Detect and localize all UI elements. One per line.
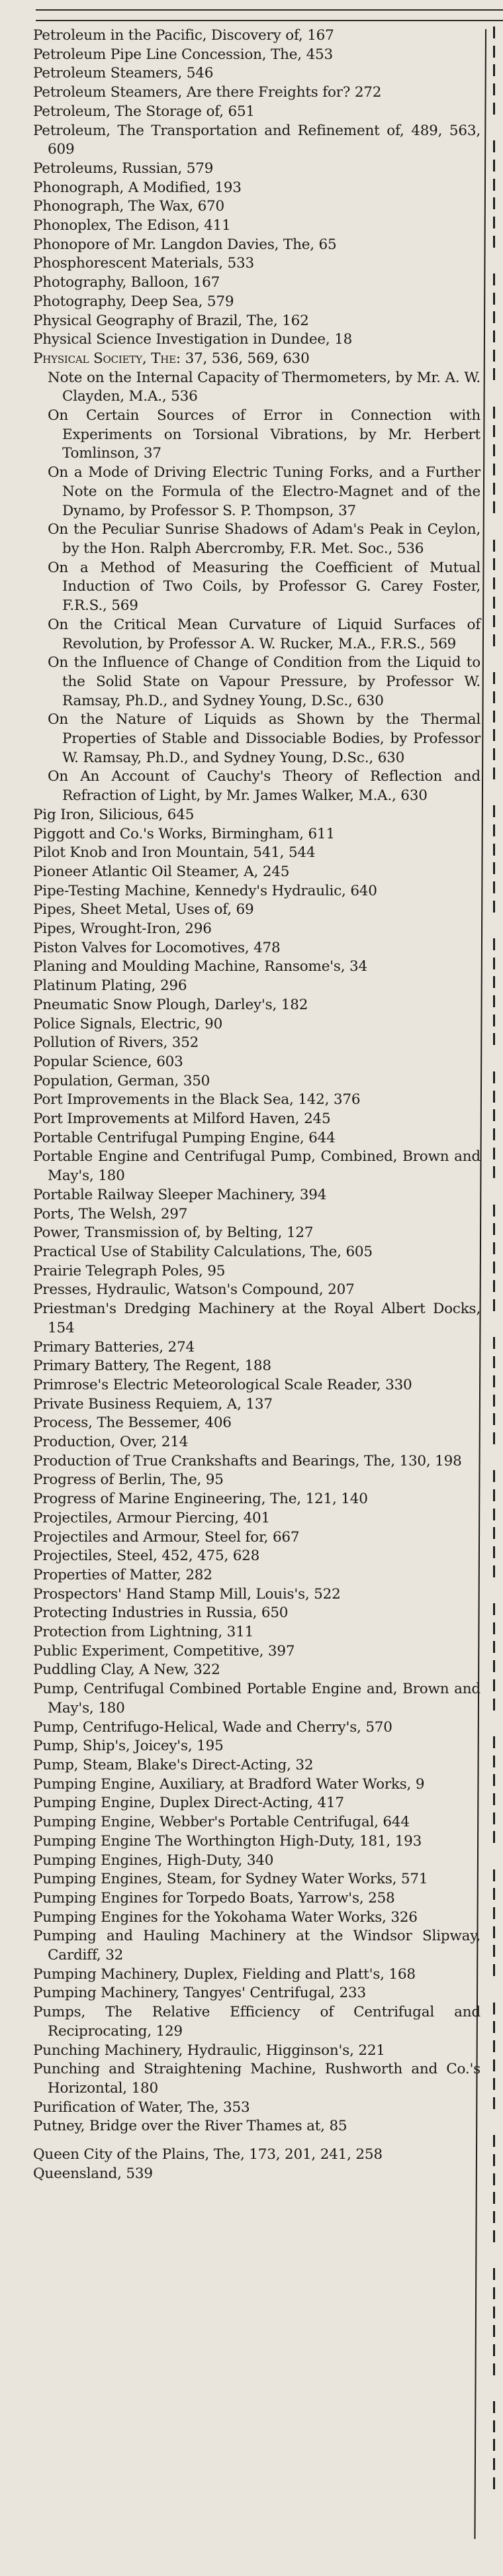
index-entry: Physical Geography of Brazil, The, 162 bbox=[33, 312, 309, 329]
cropped-glyph bbox=[493, 1869, 503, 1881]
cropped-glyph bbox=[493, 558, 503, 570]
index-entry: Phosphorescent Materials, 533 bbox=[33, 255, 254, 272]
cropped-glyph bbox=[493, 1280, 503, 1292]
cropped-glyph bbox=[493, 2211, 503, 2223]
cropped-glyph bbox=[493, 2363, 503, 2375]
cropped-glyph bbox=[493, 2021, 503, 2033]
cropped-glyph bbox=[493, 1356, 503, 1368]
cropped-glyph bbox=[493, 425, 503, 437]
top-rule-inner bbox=[36, 20, 503, 21]
index-entry: Pumps, The Relative Efficiency of Centrifugal and Reciprocating, 129 bbox=[33, 2004, 480, 2040]
society-paper: On An Account of Cauchy's Theory of Reflection and Refraction of Light, by Mr. James Walker, M.A., 630 bbox=[48, 768, 480, 805]
index-entry: Queen City of the Plains, The, 173, 201, 241, 258 bbox=[33, 2146, 383, 2163]
cropped-glyph bbox=[493, 938, 503, 950]
cropped-glyph bbox=[493, 1395, 503, 1407]
cropped-glyph bbox=[493, 919, 503, 931]
cropped-glyph bbox=[493, 862, 503, 874]
cropped-glyph bbox=[493, 1660, 503, 1672]
cropped-glyph bbox=[493, 1812, 503, 1824]
index-entry: Portable Centrifugal Pumping Engine, 644 bbox=[33, 1129, 336, 1146]
cropped-glyph bbox=[493, 1793, 503, 1805]
cropped-glyph bbox=[493, 311, 503, 323]
cropped-glyph bbox=[493, 1071, 503, 1083]
society-paper: Note on the Internal Capacity of Thermometers, by Mr. A. W. Clayden, M.A., 536 bbox=[48, 369, 480, 405]
index-q-entries bbox=[33, 2146, 480, 2183]
cropped-glyph bbox=[493, 691, 503, 703]
cropped-glyph bbox=[493, 1015, 503, 1026]
index-entry: Process, The Bessemer, 406 bbox=[33, 1414, 232, 1432]
cropped-glyph bbox=[493, 1489, 503, 1501]
cropped-glyph bbox=[493, 1926, 503, 1938]
cropped-glyph bbox=[493, 1622, 503, 1634]
cropped-glyph bbox=[493, 407, 503, 419]
cropped-glyph bbox=[493, 958, 503, 969]
index-entry: Photography, Balloon, 167 bbox=[33, 274, 220, 291]
index-entry: Protecting Industries in Russia, 650 bbox=[33, 1605, 289, 1622]
index-entry: Petroleums, Russian, 579 bbox=[33, 160, 214, 177]
index-entry: Ports, The Welsh, 297 bbox=[33, 1205, 188, 1222]
index-entry: Phonopore of Mr. Langdon Davies, The, 65 bbox=[33, 236, 337, 253]
cropped-glyph bbox=[493, 2287, 503, 2299]
cropped-glyph bbox=[493, 881, 503, 893]
index-entry: Phonograph, A Modified, 193 bbox=[33, 179, 242, 196]
cropped-glyph bbox=[493, 2154, 503, 2166]
index-entry: Petroleum in the Pacific, Discovery of, 167 bbox=[33, 27, 334, 44]
cropped-glyph bbox=[493, 1736, 503, 1748]
cropped-glyph bbox=[493, 1128, 503, 1140]
cropped-glyph bbox=[493, 64, 503, 76]
index-entry: Pumping Engines, Steam, for Sydney Water Works, 571 bbox=[33, 1871, 428, 1888]
index-entry: Physical Science Investigation in Dundee, 18 bbox=[33, 331, 353, 348]
index-entry: Petroleum, The Storage of, 651 bbox=[33, 103, 255, 120]
index-entry: Private Business Requiem, A, 137 bbox=[33, 1395, 273, 1412]
cropped-glyph bbox=[493, 2097, 503, 2109]
society-paper: On the Critical Mean Curvature of Liquid Surfaces of Revolution, by Professor A. W. Rucker, M.A., F.R.S., 569 bbox=[48, 616, 480, 652]
cropped-glyph bbox=[493, 1205, 503, 1216]
cropped-glyph bbox=[493, 1679, 503, 1691]
index-entry: Putney, Bridge over the River Thames at, 85 bbox=[33, 2118, 347, 2135]
cropped-glyph bbox=[493, 293, 503, 305]
index-entry: Production, Over, 214 bbox=[33, 1434, 189, 1451]
index-entry: Pumping Engine, Auxiliary, at Bradford Water Works, 9 bbox=[33, 1775, 425, 1793]
index-entry: Presses, Hydraulic, Watson's Compound, 207 bbox=[33, 1281, 355, 1299]
cropped-glyph bbox=[493, 2420, 503, 2432]
cropped-glyph bbox=[493, 350, 503, 362]
cropped-glyph bbox=[493, 83, 503, 95]
index-entry: Pump, Steam, Blake's Direct-Acting, 32 bbox=[33, 1756, 314, 1773]
cropped-glyph bbox=[493, 464, 503, 475]
cropped-glyph bbox=[493, 787, 503, 799]
cropped-glyph bbox=[493, 387, 503, 399]
cropped-glyph bbox=[493, 597, 503, 609]
cropped-glyph bbox=[493, 540, 503, 552]
index-entry: Projectiles, Steel, 452, 475, 628 bbox=[33, 1548, 260, 1565]
cropped-glyph bbox=[493, 1699, 503, 1710]
index-entry: Petroleum Steamers, 546 bbox=[33, 65, 214, 82]
cropped-glyph bbox=[493, 805, 503, 817]
index-entry: Production of True Crankshafts and Bearings, The, 130, 198 bbox=[33, 1452, 462, 1469]
index-entry: Puddling Clay, A New, 322 bbox=[33, 1661, 220, 1679]
cropped-glyph bbox=[493, 1584, 503, 1596]
cropped-glyph bbox=[493, 1888, 503, 1900]
cropped-glyph bbox=[493, 1109, 503, 1121]
index-entry: Power, Transmission of, by Belting, 127 bbox=[33, 1224, 314, 1242]
cropped-glyph bbox=[493, 748, 503, 760]
society-paper: On a Mode of Driving Electric Tuning Forks, and a Further Note on the Formula of the Electro-Magnet and of the Dynamo, by Professor S. P. Thompson, 37 bbox=[48, 464, 480, 519]
index-entry: Projectiles, Armour Piercing, 401 bbox=[33, 1509, 271, 1526]
cropped-glyph bbox=[493, 1509, 503, 1520]
cropped-glyph bbox=[493, 1831, 503, 1843]
index-entry: Pumping Engine, Webber's Portable Centrifugal, 644 bbox=[33, 1814, 410, 1831]
index-entry: Progress of Marine Engineering, The, 121, 140 bbox=[33, 1491, 368, 1508]
cropped-glyph bbox=[493, 330, 503, 342]
cropped-glyph bbox=[493, 2439, 503, 2451]
index-entry: Practical Use of Stability Calculations, The, 605 bbox=[33, 1244, 373, 1260]
index-entry: Prospectors' Hand Stamp Mill, Louis's, 522 bbox=[33, 1585, 341, 1603]
cropped-glyph bbox=[493, 1527, 503, 1539]
index-entry: Phonograph, The Wax, 670 bbox=[33, 198, 225, 215]
cropped-glyph bbox=[493, 1565, 503, 1577]
index-entry: Port Improvements at Milford Haven, 245 bbox=[33, 1111, 331, 1128]
cropped-glyph bbox=[493, 995, 503, 1007]
cropped-glyph bbox=[493, 1546, 503, 1558]
cropped-glyph bbox=[493, 103, 503, 115]
cropped-glyph bbox=[493, 140, 503, 152]
index-entry: Pumping Engines for the Yokohama Water Works, 326 bbox=[33, 1908, 418, 1926]
physical-society-heading bbox=[33, 350, 480, 369]
cropped-glyph bbox=[493, 1603, 503, 1615]
society-paper: On the Nature of Liquids as Shown by the Thermal Properties of Stable and Dissociable Bodies, by Professor W. Ramsay, Ph.D., and Sydney Young, D.Sc., 630 bbox=[48, 711, 480, 766]
cropped-glyph bbox=[493, 615, 503, 627]
cropped-glyph bbox=[493, 976, 503, 988]
cropped-glyph bbox=[493, 577, 503, 589]
index-entry: Protection from Lightning, 311 bbox=[33, 1624, 254, 1641]
index-entry: Pipes, Sheet Metal, Uses of, 69 bbox=[33, 901, 254, 918]
index-entry: Projectiles and Armour, Steel for, 667 bbox=[33, 1528, 300, 1546]
cropped-glyph bbox=[493, 2268, 503, 2280]
index-entry: Pumping Engine The Worthington High-Duty, 181, 193 bbox=[33, 1832, 422, 1850]
index-entry: Petroleum Pipe Line Concession, The, 453 bbox=[33, 46, 334, 63]
cropped-glyph bbox=[493, 160, 503, 172]
cropped-glyph bbox=[493, 46, 503, 58]
cropped-glyph bbox=[493, 236, 503, 248]
cropped-glyph bbox=[493, 1242, 503, 1254]
cropped-glyph bbox=[493, 1850, 503, 1862]
index-entry: Population, German, 350 bbox=[33, 1072, 210, 1089]
index-column bbox=[33, 26, 480, 2183]
index-entry: Priestman's Dredging Machinery at the Royal Albert Docks, 154 bbox=[33, 1301, 480, 1336]
cropped-glyph bbox=[493, 1774, 503, 1786]
index-entry: Phonoplex, The Edison, 411 bbox=[33, 217, 231, 234]
cropped-glyph bbox=[493, 1945, 503, 1957]
cropped-glyph bbox=[493, 273, 503, 285]
index-entry: Pollution of Rivers, 352 bbox=[33, 1034, 199, 1052]
index-entry: Progress of Berlin, The, 95 bbox=[33, 1471, 224, 1489]
cropped-glyph bbox=[493, 1166, 503, 1178]
index-entry: Pilot Knob and Iron Mountain, 541, 544 bbox=[33, 844, 316, 862]
next-column-edge bbox=[493, 26, 503, 2496]
index-entry: Public Experiment, Competitive, 397 bbox=[33, 1642, 295, 1660]
index-entry: Prairie Telegraph Poles, 95 bbox=[33, 1262, 226, 1279]
cropped-glyph bbox=[493, 2059, 503, 2071]
cropped-glyph bbox=[493, 2325, 503, 2337]
cropped-glyph bbox=[493, 1641, 503, 1653]
cropped-glyph bbox=[493, 1756, 503, 1767]
index-entry: Platinum Plating, 296 bbox=[33, 977, 187, 995]
index-entry: Pumping Engines, High-Duty, 340 bbox=[33, 1852, 274, 1869]
index-entry: Pipe-Testing Machine, Kennedy's Hydraulic, 640 bbox=[33, 882, 377, 899]
cropped-glyph bbox=[493, 1148, 503, 1160]
cropped-glyph bbox=[493, 2003, 503, 2014]
index-entry: Punching Machinery, Hydraulic, Higginson's, 221 bbox=[33, 2042, 385, 2059]
index-entry: Popular Science, 603 bbox=[33, 1053, 183, 1070]
cropped-glyph bbox=[493, 2477, 503, 2489]
cropped-glyph bbox=[493, 254, 503, 266]
index-entry: Pioneer Atlantic Oil Steamer, A, 245 bbox=[33, 863, 290, 880]
physical-society-pages: : 37, 536, 569, 630 bbox=[175, 350, 310, 367]
index-entry: Pig Iron, Silicious, 645 bbox=[33, 806, 195, 823]
index-entry: Purification of Water, The, 353 bbox=[33, 2099, 250, 2116]
cropped-glyph bbox=[493, 1964, 503, 1976]
index-entry: Primary Batteries, 274 bbox=[33, 1338, 195, 1356]
index-entry: Portable Engine and Centrifugal Pump, Combined, Brown and May's, 180 bbox=[33, 1148, 480, 1185]
cropped-glyph bbox=[493, 483, 503, 495]
index-entry: Primary Battery, The Regent, 188 bbox=[33, 1358, 271, 1375]
society-paper: On the Peculiar Sunrise Shadows of Adam's Peak in Ceylon, by the Hon. Ralph Abercromby, F.R. Met. Soc., 536 bbox=[48, 521, 480, 557]
cropped-glyph bbox=[493, 121, 503, 133]
cropped-glyph bbox=[493, 2040, 503, 2052]
index-entry: Pump, Centrifugal Combined Portable Engine and, Brown and May's, 180 bbox=[33, 1681, 480, 1716]
index-entry: Petroleum Steamers, Are there Freights for? 272 bbox=[33, 84, 382, 101]
cropped-glyph bbox=[493, 2135, 503, 2147]
index-entry: Pneumatic Snow Plough, Darley's, 182 bbox=[33, 996, 308, 1013]
cropped-glyph bbox=[493, 672, 503, 684]
cropped-glyph bbox=[493, 444, 503, 456]
cropped-glyph bbox=[493, 2306, 503, 2318]
index-entry: Pumping and Hauling Machinery at the Windsor Slipway, Cardiff, 32 bbox=[33, 1928, 480, 1964]
cropped-glyph bbox=[493, 654, 503, 666]
index-entry: Piston Valves for Locomotives, 478 bbox=[33, 939, 281, 956]
society-paper: On Certain Sources of Error in Connection with Experiments on Torsional Vibrations, by Mr. Herbert Tomlinson, 37 bbox=[48, 407, 480, 462]
cropped-glyph bbox=[493, 2458, 503, 2470]
index-entry: Pumping Engine, Duplex Direct-Acting, 417 bbox=[33, 1795, 344, 1812]
cropped-glyph bbox=[493, 711, 503, 722]
cropped-glyph bbox=[493, 2344, 503, 2356]
cropped-glyph bbox=[493, 844, 503, 856]
cropped-glyph bbox=[493, 197, 503, 209]
cropped-glyph bbox=[493, 1185, 503, 1197]
cropped-glyph bbox=[493, 1318, 503, 1330]
index-p-entries bbox=[33, 806, 480, 2136]
cropped-glyph bbox=[493, 1413, 503, 1425]
cropped-glyph bbox=[493, 2382, 503, 2394]
cropped-glyph bbox=[493, 217, 503, 228]
cropped-glyph bbox=[493, 1262, 503, 1273]
cropped-glyph bbox=[493, 179, 503, 191]
cropped-glyph bbox=[493, 1091, 503, 1103]
cropped-glyph bbox=[493, 729, 503, 741]
cropped-glyph bbox=[493, 1052, 503, 1064]
cropped-glyph bbox=[493, 901, 503, 913]
cropped-glyph bbox=[493, 1452, 503, 1463]
cropped-glyph bbox=[493, 2249, 503, 2261]
cropped-glyph bbox=[493, 1299, 503, 1311]
cropped-glyph bbox=[493, 2116, 503, 2128]
society-paper: On the Influence of Change of Condition from the Liquid to the Solid State on Vapour Pressure, by Professor W. Ramsay, Ph.D., and Sydney Young, D.Sc., 630 bbox=[48, 654, 480, 709]
index-entry: Queensland, 539 bbox=[33, 2165, 153, 2182]
cropped-glyph bbox=[493, 501, 503, 513]
cropped-glyph bbox=[493, 634, 503, 646]
index-entry: Portable Railway Sleeper Machinery, 394 bbox=[33, 1186, 327, 1203]
cropped-glyph bbox=[493, 1470, 503, 1482]
cropped-glyph bbox=[493, 2192, 503, 2204]
index-entry: Pumping Machinery, Tangyes' Centrifugal, 233 bbox=[33, 1985, 366, 2002]
index-entry: Pumping Machinery, Duplex, Fielding and Platt's, 168 bbox=[33, 1965, 416, 1983]
index-entry: Police Signals, Electric, 90 bbox=[33, 1015, 223, 1032]
index-entry: Punching and Straightening Machine, Rushworth and Co.'s Horizontal, 180 bbox=[33, 2061, 480, 2097]
cropped-glyph bbox=[493, 2230, 503, 2242]
index-entry: Pumping Engines for Torpedo Boats, Yarrow's, 258 bbox=[33, 1889, 395, 1907]
cropped-glyph bbox=[493, 824, 503, 836]
cropped-glyph bbox=[493, 368, 503, 380]
cropped-glyph bbox=[493, 1907, 503, 1919]
top-rule bbox=[36, 9, 503, 11]
index-entry: Planing and Moulding Machine, Ransome's, 34 bbox=[33, 958, 367, 975]
index-entry: Piggott and Co.'s Works, Birmingham, 611 bbox=[33, 825, 335, 842]
cropped-glyph bbox=[493, 1223, 503, 1235]
cropped-glyph bbox=[493, 1983, 503, 1995]
index-entry: Petroleum, The Transportation and Refinement of, 489, 563, 609 bbox=[33, 122, 480, 158]
cropped-glyph bbox=[493, 1375, 503, 1387]
cropped-glyph bbox=[493, 768, 503, 779]
cropped-glyph bbox=[493, 1717, 503, 1729]
index-entry: Properties of Matter, 282 bbox=[33, 1566, 212, 1583]
cropped-glyph bbox=[493, 2078, 503, 2090]
index-entry: Photography, Deep Sea, 579 bbox=[33, 293, 234, 310]
index-entry: Primrose's Electric Meteorological Scale Reader, 330 bbox=[33, 1376, 412, 1393]
cropped-glyph bbox=[493, 520, 503, 532]
cropped-glyph bbox=[493, 2401, 503, 2413]
cropped-glyph bbox=[493, 26, 503, 38]
physical-society-title: Physical Society, The bbox=[33, 350, 176, 367]
index-entry: Port Improvements in the Black Sea, 142, 376 bbox=[33, 1091, 361, 1109]
index-entry: Pipes, Wrought-Iron, 296 bbox=[33, 920, 212, 938]
letter-gap bbox=[33, 2136, 480, 2146]
index-entry: Pump, Centrifugo-Helical, Wade and Cherry's, 570 bbox=[33, 1718, 392, 1736]
index-entry: Pump, Ship's, Joicey's, 195 bbox=[33, 1738, 224, 1755]
society-paper: On a Method of Measuring the Coefficient of Mutual Induction of Two Coils, by Professor G. Carey Foster, F.R.S., 569 bbox=[48, 559, 480, 615]
cropped-glyph bbox=[493, 1337, 503, 1349]
cropped-glyph bbox=[493, 2173, 503, 2185]
cropped-glyph bbox=[493, 1033, 503, 1045]
cropped-glyph bbox=[493, 1432, 503, 1444]
